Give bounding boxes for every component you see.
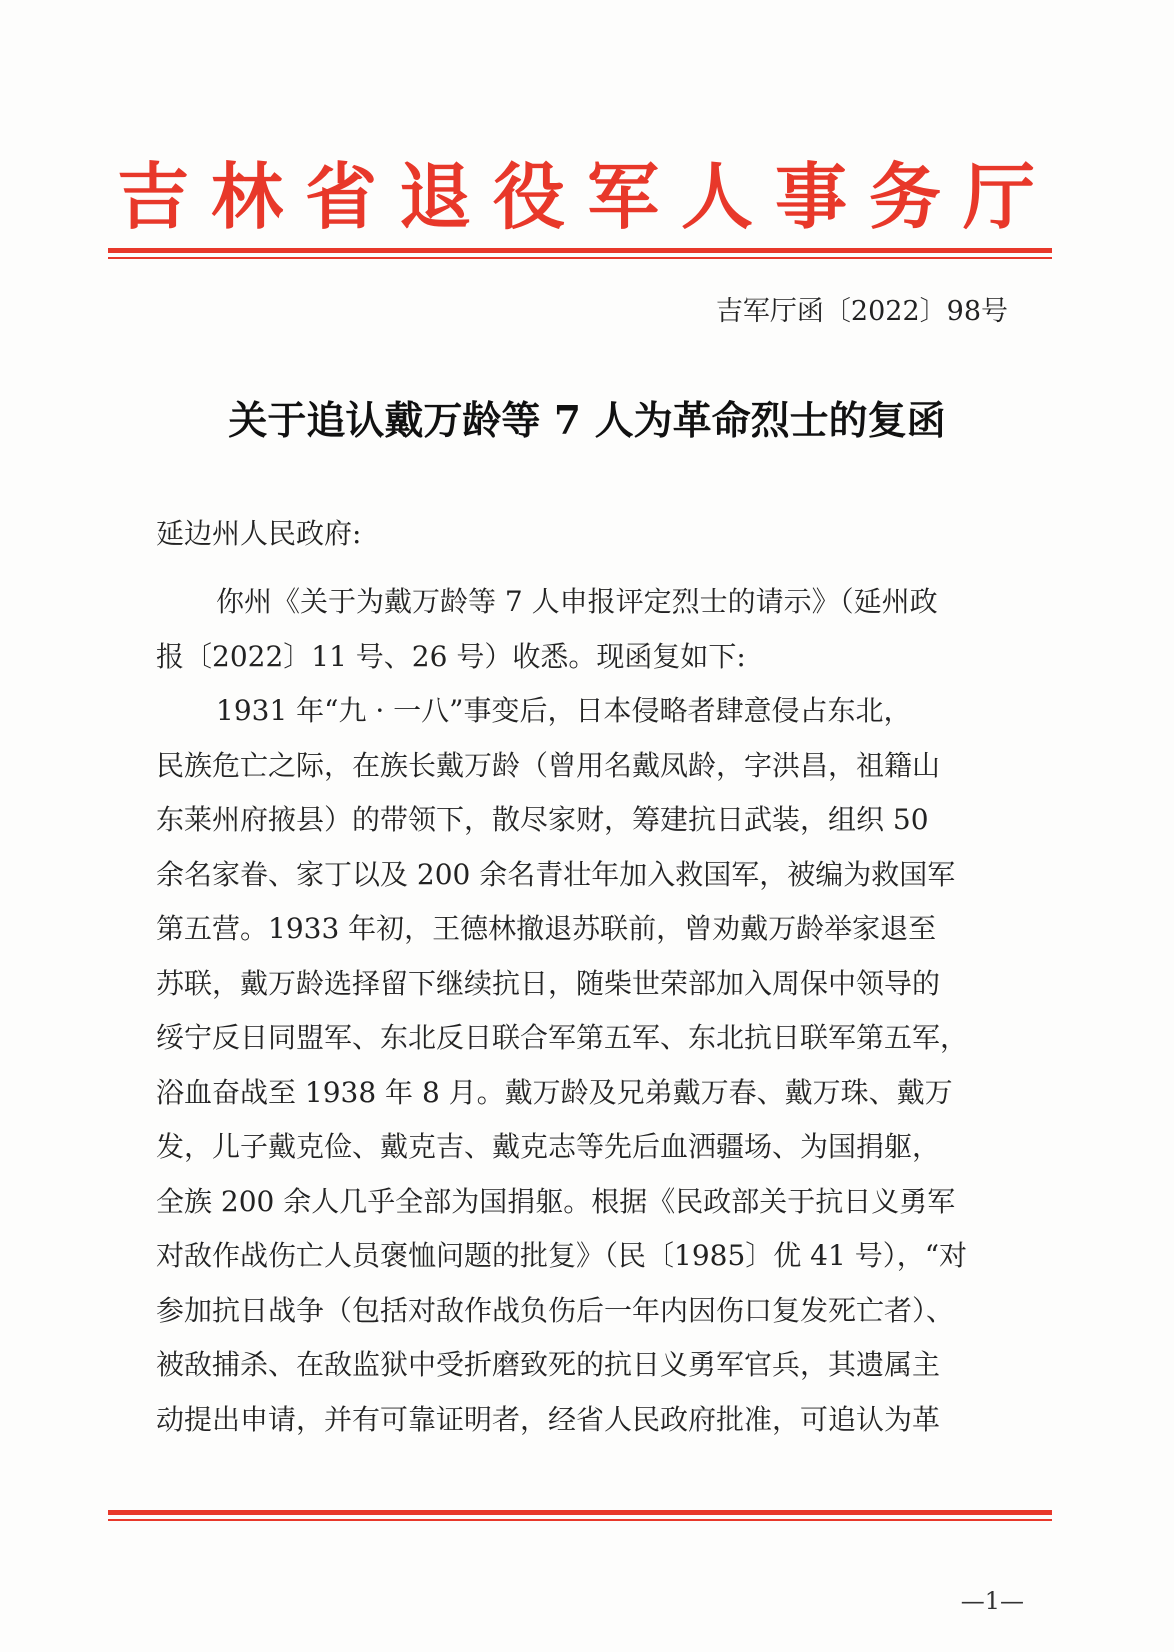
header-rule-thick — [108, 248, 1052, 253]
paragraph-2-line-10: 全族 200 余人几乎全部为国捐躯。根据《民政部关于抗日义勇军 — [156, 1184, 956, 1218]
paragraph-1-line-2: 报〔2022〕11 号、26 号）收悉。现函复如下: — [156, 639, 746, 673]
paragraph-1-line-1: 你州《关于为戴万龄等 7 人申报评定烈士的请示》（延州政 — [216, 585, 938, 618]
paragraph-2-line-7: 绥宁反日同盟军、东北反日联合军第五军、东北抗日联军第五军， — [156, 1021, 969, 1054]
paragraph-2-line-13: 被敌捕杀、在敌监狱中受折磨致死的抗日义勇军官兵，其遗属主 — [156, 1348, 941, 1381]
paragraph-2-line-5: 第五营。1933 年初，王德林撤退苏联前，曾劝戴万龄举家退至 — [156, 912, 937, 945]
document-title: 关于追认戴万龄等 7 人为革命烈士的复函 — [228, 398, 946, 444]
footer-rule-thin — [108, 1519, 1052, 1521]
paragraph-2-line-1: 1931 年“九 · 一八”事变后，日本侵略者肆意侵占东北， — [216, 694, 912, 727]
footer-rule-thick — [108, 1510, 1052, 1515]
header-rule-thin — [108, 257, 1052, 259]
paragraph-2-line-14: 动提出申请，并有可靠证明者，经省人民政府批准，可追认为革 — [156, 1402, 941, 1436]
paragraph-2-line-2: 民族危亡之际，在族长戴万龄（曾用名戴凤龄，字洪昌，祖籍山 — [156, 748, 941, 782]
paragraph-2-line-12: 参加抗日战争（包括对敌作战负伤后一年内因伤口复发死亡者）、 — [156, 1293, 955, 1327]
paragraph-2-line-6: 苏联，戴万龄选择留下继续抗日，随柴世荣部加入周保中领导的 — [156, 966, 941, 1000]
paragraph-2-line-4: 余名家眷、家丁以及 200 余名青壮年加入救国军，被编为救国军 — [156, 857, 956, 891]
paragraph-2-line-11: 对敌作战伤亡人员褒恤问题的批复》（民〔1985〕优 41 号），“对 — [156, 1239, 968, 1272]
paragraph-2-line-9: 发，儿子戴克俭、戴克吉、戴克志等先后血洒疆场、为国捐躯， — [156, 1130, 941, 1163]
issuing-authority-header: 吉林省退役军人事务厅 — [116, 154, 1057, 239]
document-number: 吉军厅函〔2022〕98号 — [715, 296, 1008, 327]
page-number: —1— — [960, 1587, 1024, 1615]
document-body — [156, 575, 1024, 1447]
paragraph-2-line-8: 浴血奋战至 1938 年 8 月。戴万龄及兄弟戴万春、戴万珠、戴万 — [156, 1075, 953, 1109]
paragraph-2-line-3: 东莱州府掖县）的带领下，散尽家财，筹建抗日武装，组织 50 — [156, 803, 929, 836]
recipient-line: 延边州人民政府: — [156, 517, 362, 550]
